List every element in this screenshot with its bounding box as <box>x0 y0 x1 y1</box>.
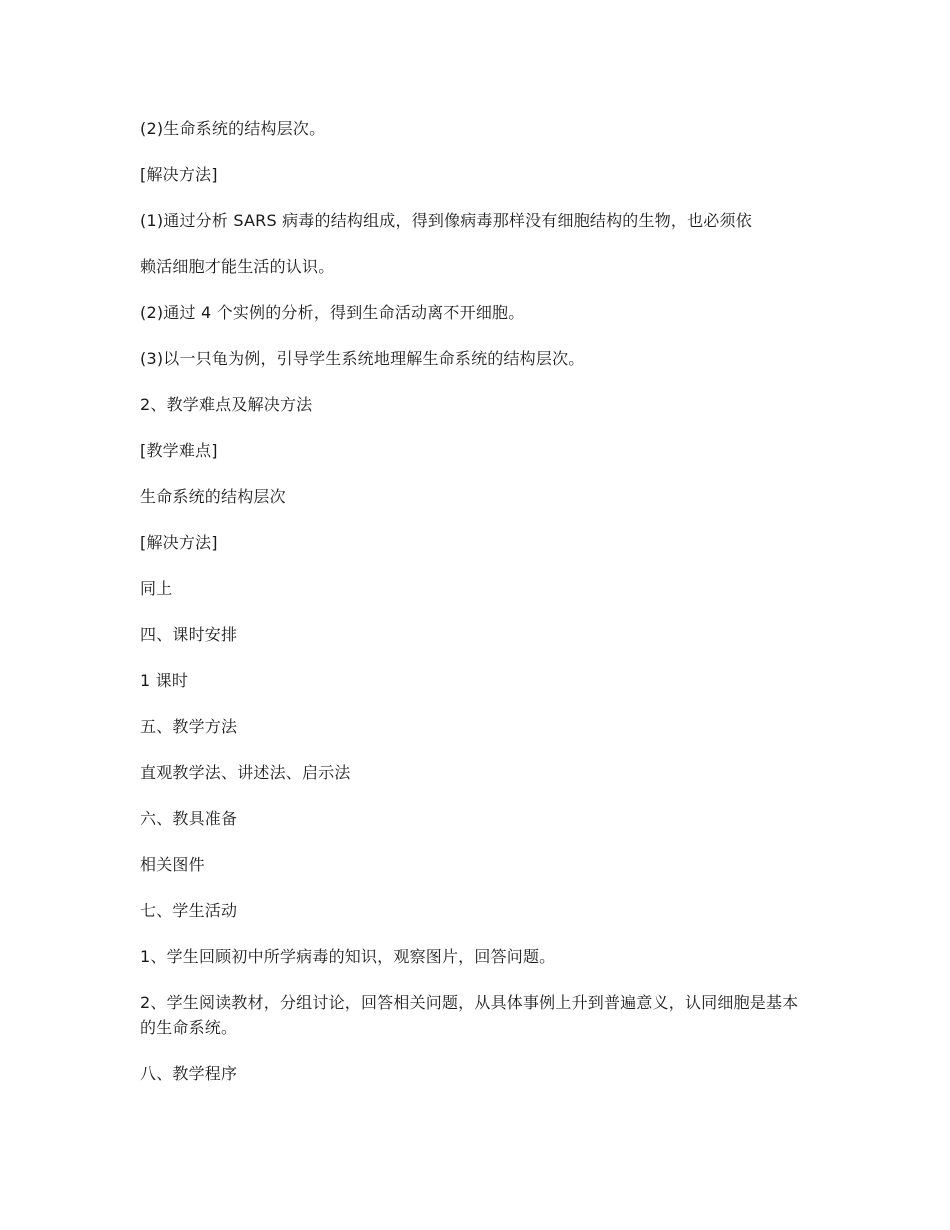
paragraph: 2、学生阅读教材，分组讨论，回答相关问题，从具体事例上升到普遍意义，认同细胞是基本的生命系统。 <box>140 993 799 1037</box>
section-heading: 五、教学方法 <box>140 717 238 736</box>
paragraph: (2)生命系统的结构层次。 <box>140 119 326 138</box>
paragraph: 1 课时 <box>140 671 189 690</box>
paragraph: (1)通过分析 SARS 病毒的结构组成，得到像病毒那样没有细胞结构的生物，也必须依 <box>140 211 752 230</box>
paragraph: [教学难点] <box>140 441 218 460</box>
section-heading: 八、教学程序 <box>140 1064 238 1083</box>
paragraph: [解决方法] <box>140 165 218 184</box>
paragraph: (2)通过 4 个实例的分析，得到生命活动离不开细胞。 <box>140 303 525 322</box>
paragraph: [解决方法] <box>140 533 218 552</box>
paragraph: 同上 <box>140 579 173 598</box>
section-heading: 七、学生活动 <box>140 901 238 920</box>
paragraph: (3)以一只龟为例，引导学生系统地理解生命系统的结构层次。 <box>140 349 585 368</box>
section-heading: 2、教学难点及解决方法 <box>140 395 313 414</box>
paragraph: 赖活细胞才能生活的认识。 <box>140 257 335 276</box>
section-heading: 六、教具准备 <box>140 809 238 828</box>
paragraph: 相关图件 <box>140 855 205 874</box>
document-body <box>140 116 820 1107</box>
paragraph: 生命系统的结构层次 <box>140 487 286 506</box>
paragraph: 1、学生回顾初中所学病毒的知识，观察图片，回答问题。 <box>140 947 556 966</box>
section-heading: 四、课时安排 <box>140 625 238 644</box>
paragraph: 直观教学法、讲述法、启示法 <box>140 763 351 782</box>
